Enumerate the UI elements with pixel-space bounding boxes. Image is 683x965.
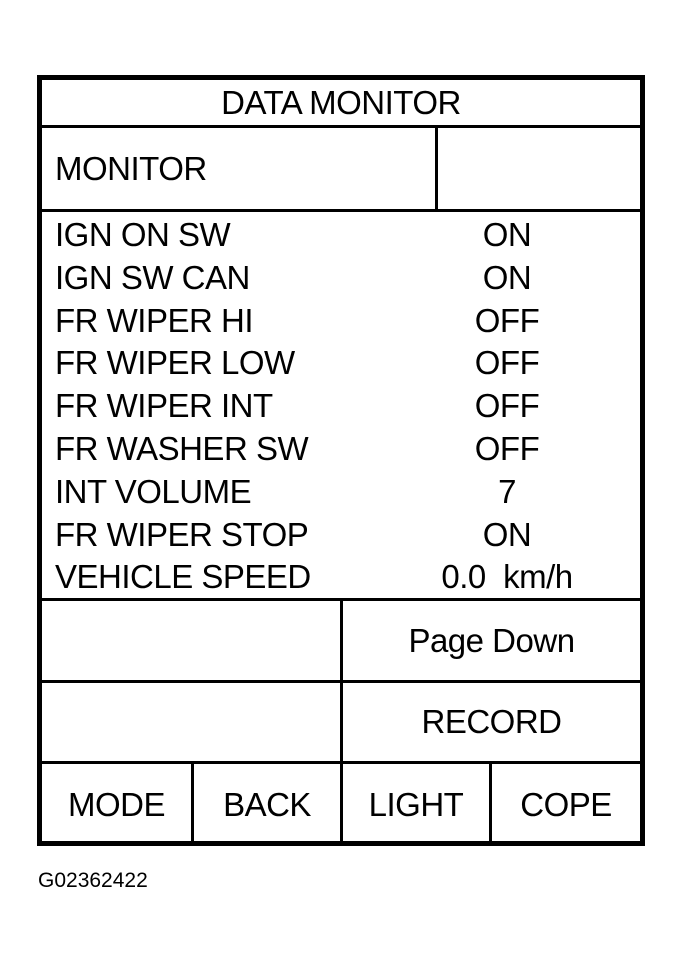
data-row-fr-washer-sw (42, 428, 640, 471)
data-item-name: IGN SW CAN (55, 258, 250, 296)
page-down-button[interactable]: Page Down (343, 601, 640, 683)
data-row-vehicle-speed (42, 556, 640, 599)
back-button[interactable]: BACK (194, 764, 343, 846)
data-row-ign-on-sw (42, 214, 640, 257)
data-item-name: VEHICLE SPEED (55, 558, 311, 596)
data-item-name: FR WIPER STOP (55, 515, 309, 553)
data-item-value: 0.0 km/h (441, 558, 573, 596)
cope-button[interactable]: COPE (520, 786, 612, 823)
data-item-name: FR WIPER INT (55, 387, 273, 425)
data-item-list (42, 212, 640, 601)
empty-button-slot-1 (42, 601, 343, 683)
figure-id-caption: G02362422 (38, 869, 148, 892)
data-item-value: OFF (474, 344, 540, 382)
light-button[interactable]: LIGHT (343, 764, 492, 846)
data-monitor-screen (37, 75, 645, 846)
data-item-value: OFF (474, 387, 540, 425)
data-item-name: IGN ON SW (55, 216, 231, 253)
data-item-name: INT VOLUME (55, 472, 252, 510)
data-item-value: OFF (474, 301, 540, 339)
data-item-name: FR WIPER HI (55, 301, 253, 339)
empty-button-slot-2 (42, 683, 343, 764)
data-row-int-volume (42, 471, 640, 514)
monitor-label: MONITOR (42, 128, 438, 209)
data-row-ign-sw-can (42, 257, 640, 300)
monitor-value-box (438, 128, 640, 209)
data-item-name: FR WIPER LOW (55, 344, 295, 382)
record-button[interactable]: RECORD (343, 683, 640, 764)
data-item-value: ON (482, 258, 532, 296)
data-row-fr-wiper-int (42, 385, 640, 428)
data-item-value: ON (482, 515, 532, 553)
data-item-value: 7 (498, 472, 516, 510)
mode-button[interactable]: MODE (42, 764, 194, 846)
screen-title: DATA MONITOR (42, 80, 640, 128)
data-item-name: FR WASHER SW (55, 429, 309, 467)
button-grid (42, 601, 640, 846)
data-row-fr-wiper-stop (42, 514, 640, 557)
monitor-header-row (42, 128, 640, 212)
data-row-fr-wiper-hi (42, 300, 640, 343)
data-row-fr-wiper-low (42, 342, 640, 385)
data-item-value: OFF (474, 429, 540, 467)
data-item-value: ON (482, 216, 532, 253)
